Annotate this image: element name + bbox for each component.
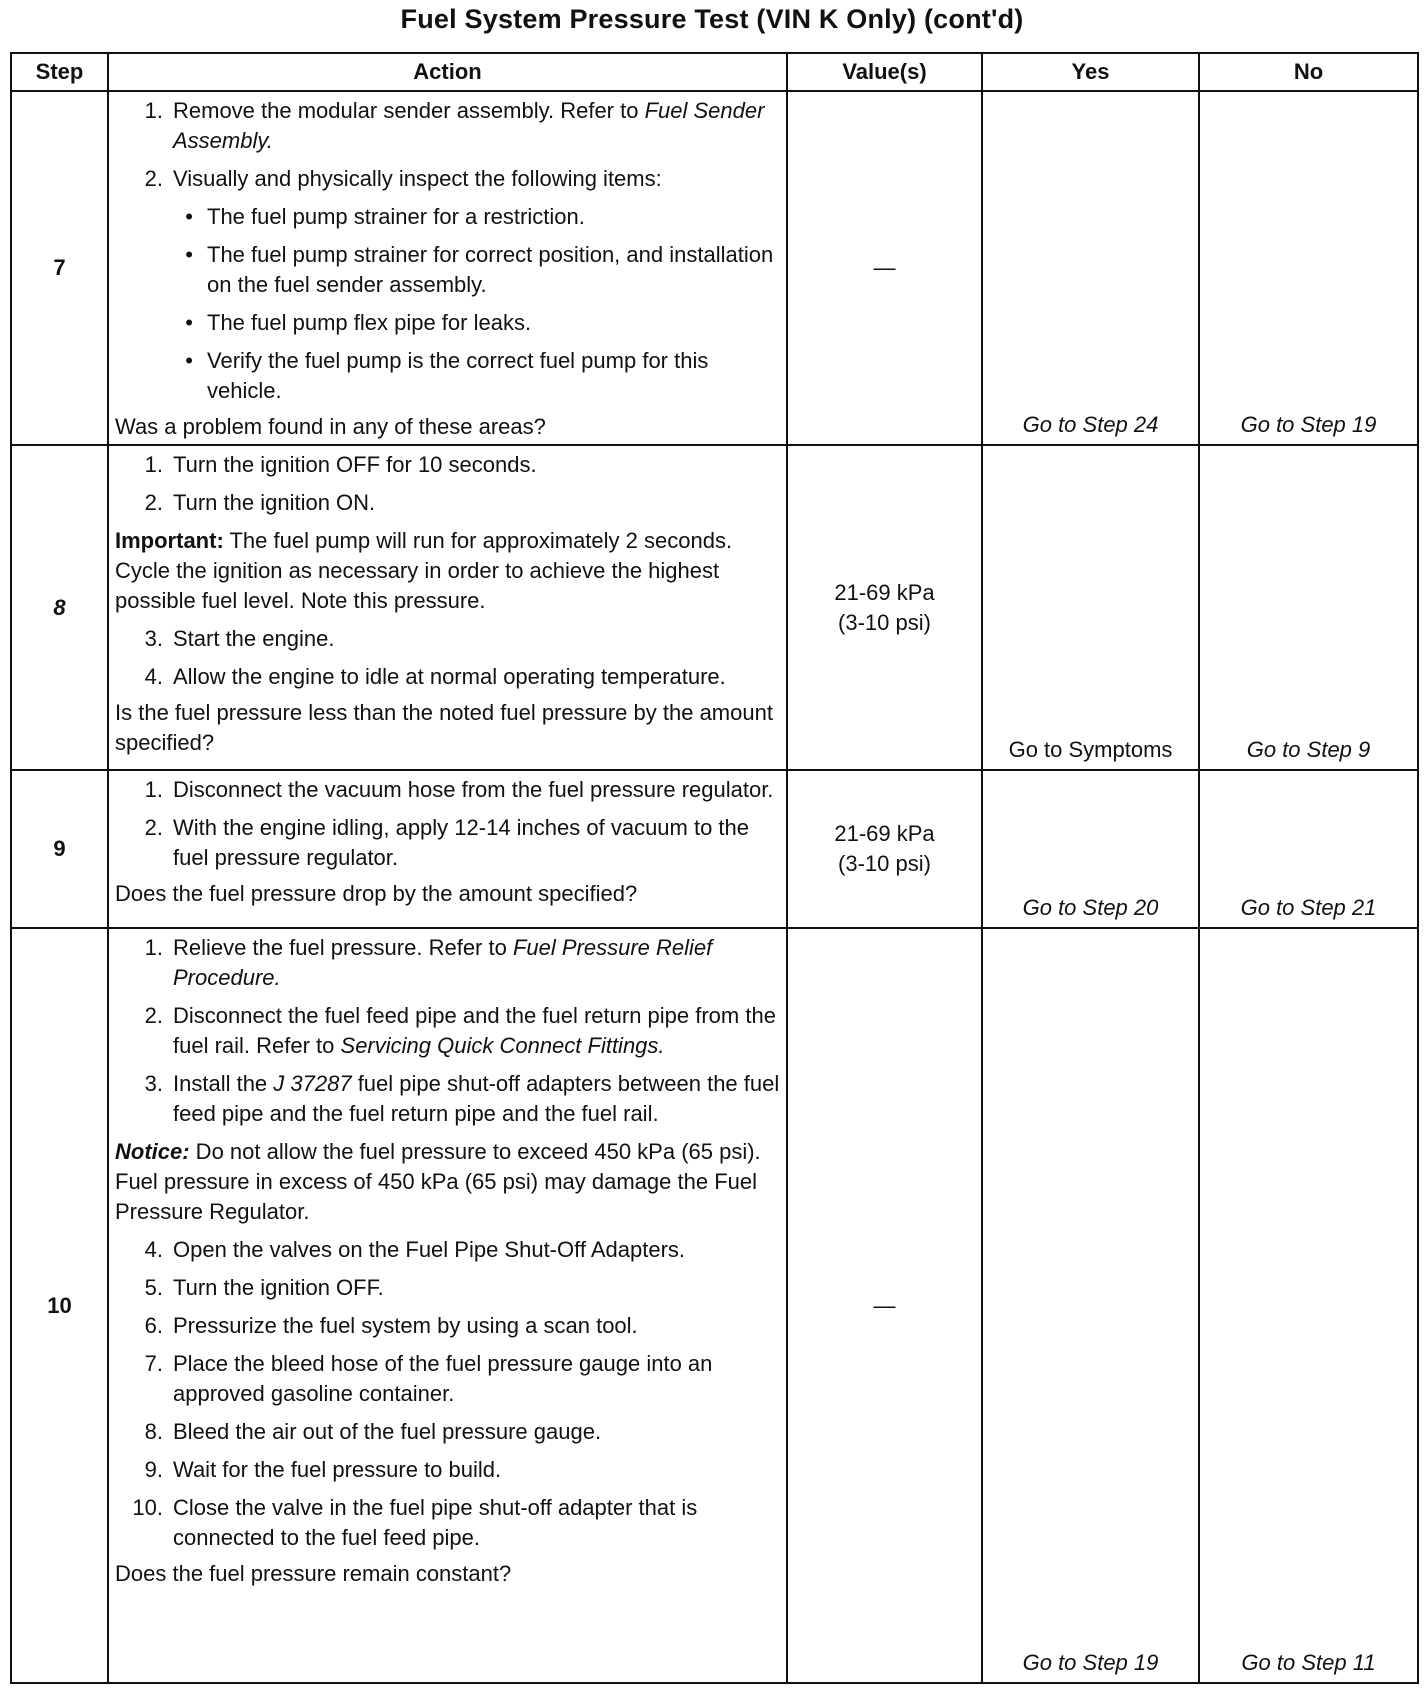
page-title: Fuel System Pressure Test (VIN K Only) (cont'd): [400, 4, 1024, 34]
action-cell: [108, 770, 787, 928]
bullet-item: • The fuel pump strainer for correct position, and installation on the fuel sender assembly.: [185, 242, 774, 297]
question-text: Does the fuel pressure drop by the amount specified?: [115, 881, 638, 906]
list-item: 1. Relieve the fuel pressure. Refer to Fuel Pressure Relief Procedure.: [144, 935, 713, 990]
list-item: 1. Disconnect the vacuum hose from the fuel pressure regulator.: [144, 777, 774, 802]
value-cell: —: [787, 91, 982, 445]
doc-reference-link: Fuel Pressure Relief Procedure.: [173, 935, 713, 990]
list-item: 2. With the engine idling, apply 12-14 inches of vacuum to the fuel pressure regulator.: [144, 815, 750, 870]
list-item: 2. Visually and physically inspect the following items:: [144, 166, 662, 191]
question-text: Was a problem found in any of these areas?: [115, 414, 546, 439]
no-result: Go to Step 19: [1199, 91, 1418, 445]
no-result: Go to Step 11: [1199, 928, 1418, 1683]
yes-result: Go to Step 20: [982, 770, 1199, 928]
header-values: Value(s): [787, 53, 982, 91]
list-item: 2. Disconnect the fuel feed pipe and the fuel return pipe from the fuel rail. Refer to Servicing Quick Connect Fittings.: [144, 1003, 776, 1058]
yes-result: Go to Step 24: [982, 91, 1199, 445]
doc-reference-link: Fuel Sender Assembly.: [173, 98, 765, 153]
value-cell: 21-69 kPa (3-10 psi): [787, 770, 982, 928]
action-cell: [108, 445, 787, 770]
list-item: 1. Turn the ignition OFF for 10 seconds.: [144, 452, 537, 477]
header-action: Action: [108, 53, 787, 91]
table-header-row: [11, 53, 1418, 91]
important-note: Important: The fuel pump will run for approximately 2 seconds. Cycle the ignition as necessary in order to achieve the highest possible fuel level. Note this pressure.: [115, 528, 733, 613]
step-number: 8: [11, 445, 108, 770]
list-item: 1. Remove the modular sender assembly. Refer to Fuel Sender Assembly.: [144, 98, 765, 153]
no-result: Go to Step 9: [1199, 445, 1418, 770]
table-row-step-7: [11, 91, 1418, 445]
bullet-item: • Verify the fuel pump is the correct fuel pump for this vehicle.: [185, 348, 709, 403]
no-result: Go to Step 21: [1199, 770, 1418, 928]
header-yes: Yes: [982, 53, 1199, 91]
diagnostic-table: [10, 52, 1419, 1684]
header-no: No: [1199, 53, 1418, 91]
question-text: Does the fuel pressure remain constant?: [115, 1561, 512, 1586]
notice-note: Notice: Do not allow the fuel pressure to exceed 450 kPa (65 psi). Fuel pressure in excess of 450 kPa (65 psi) may damage the Fuel Pressure Regulator.: [115, 1139, 761, 1224]
table-row-step-10: [11, 928, 1418, 1683]
list-item: 5. Turn the ignition OFF.: [144, 1275, 384, 1300]
table-row-step-8: [11, 445, 1418, 770]
list-item: 7. Place the bleed hose of the fuel pressure gauge into an approved gasoline container.: [144, 1351, 713, 1406]
list-item: 3. Start the engine.: [144, 626, 335, 651]
action-cell: [108, 91, 787, 445]
header-step: Step: [11, 53, 108, 91]
value-cell: 21-69 kPa (3-10 psi): [787, 445, 982, 770]
action-cell: [108, 928, 787, 1683]
question-text: Is the fuel pressure less than the noted fuel pressure by the amount specified?: [115, 700, 773, 755]
list-item: 2. Turn the ignition ON.: [144, 490, 376, 515]
value-cell: —: [787, 928, 982, 1683]
table-row-step-9: [11, 770, 1418, 928]
step-number: 7: [11, 91, 108, 445]
list-item: 10. Close the valve in the fuel pipe shut-off adapter that is connected to the fuel feed pipe.: [132, 1495, 698, 1550]
bullet-item: • The fuel pump strainer for a restriction.: [185, 204, 585, 229]
list-item: 4. Allow the engine to idle at normal operating temperature.: [144, 664, 726, 689]
list-item: 8. Bleed the air out of the fuel pressure gauge.: [144, 1419, 602, 1444]
list-item: 6. Pressurize the fuel system by using a scan tool.: [144, 1313, 638, 1338]
tool-reference: J 37287: [273, 1071, 352, 1096]
doc-reference-link: Servicing Quick Connect Fittings.: [340, 1033, 665, 1058]
list-item: 4. Open the valves on the Fuel Pipe Shut-Off Adapters.: [144, 1237, 686, 1262]
yes-result: Go to Symptoms: [982, 445, 1199, 770]
list-item: 9. Wait for the fuel pressure to build.: [144, 1457, 502, 1482]
yes-result: Go to Step 19: [982, 928, 1199, 1683]
step-number: 10: [11, 928, 108, 1683]
bullet-item: • The fuel pump flex pipe for leaks.: [185, 310, 532, 335]
step-number: 9: [11, 770, 108, 928]
list-item: 3. Install the J 37287 fuel pipe shut-off adapters between the fuel feed pipe and the fuel return pipe and the fuel rail.: [144, 1071, 780, 1126]
